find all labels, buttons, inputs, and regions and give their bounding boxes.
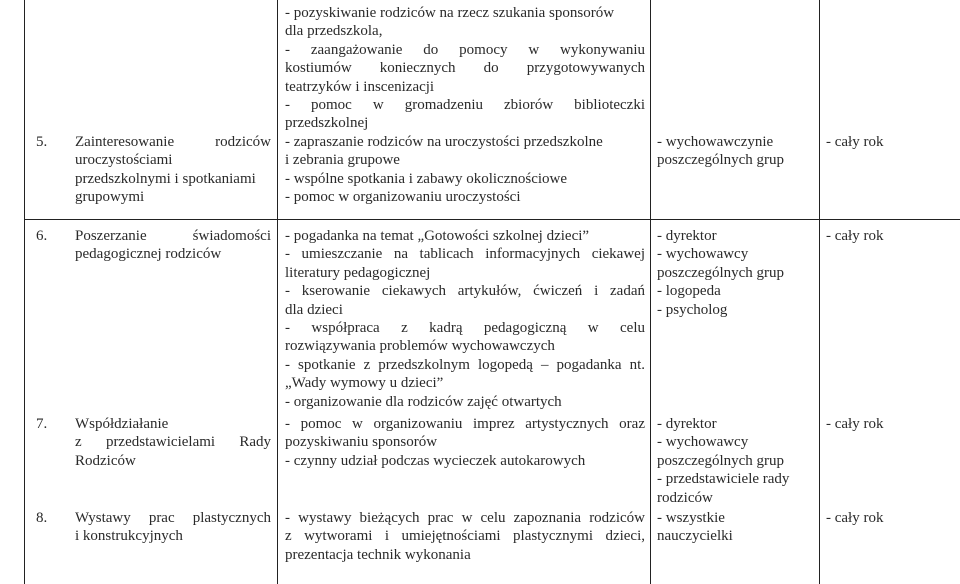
activity-line: rozwiązywania problemów wychowawczych [285, 338, 555, 355]
row-term: - cały rok [826, 228, 884, 244]
topic-line: Wystawy prac plastycznych [75, 510, 271, 526]
responsible-line: - wychowawczynie [657, 134, 774, 150]
activity-line: dla przedszkola, [285, 23, 383, 40]
row-term: - cały rok [826, 510, 884, 526]
topic-line: uroczystościami [75, 152, 173, 169]
row-number: 8. [36, 510, 48, 526]
row-responsible [657, 415, 815, 507]
topic-line: z przedstawicielami Rady [75, 434, 271, 451]
row-responsible [657, 133, 815, 170]
activity-line: - pogadanka na temat „Gotowości szkolnej dzieci” [285, 228, 590, 244]
activity-line: prezentacja technik wykonania [285, 546, 471, 563]
topic-line: przedszkolnymi i spotkaniami [75, 170, 256, 187]
topic-line: grupowymi [75, 189, 145, 206]
responsible-line: - wszystkie [657, 510, 725, 526]
responsible-line: poszczególnych grup [657, 264, 785, 281]
table-row-separator [24, 219, 960, 220]
activity-line: literatury pedagogicznej [285, 264, 431, 281]
activity-line: z wytworami i umiejętnościami plastycznymi dzieci, [285, 528, 645, 545]
responsible-line: - wychowawcy [657, 434, 749, 451]
topic-line: Rodziców [75, 452, 136, 469]
activity-line: - zaangażowanie do pomocy w wykonywaniu [285, 41, 645, 58]
row-number: 6. [36, 228, 48, 244]
row-term: - cały rok [826, 134, 884, 150]
responsible-line: poszczególnych grup [657, 152, 785, 169]
responsible-line: nauczycielki [657, 528, 733, 545]
row-responsible [657, 227, 815, 319]
row-topic [75, 133, 271, 207]
row-topic [75, 227, 271, 264]
responsible-line: - dyrektor [657, 416, 717, 432]
responsible-line: - logopeda [657, 283, 721, 300]
topic-line: Poszerzanie świadomości [75, 228, 271, 244]
activity-line: - umieszczanie na tablicach informacyjnych ciekawej [285, 246, 645, 263]
responsible-line: - przedstawiciele rady [657, 471, 790, 488]
row-number: 7. [36, 416, 48, 432]
topic-line: Zainteresowanie rodziców [75, 134, 271, 150]
responsible-line: - dyrektor [657, 228, 717, 244]
activity-line: - kserowanie ciekawych artykułów, ćwiczeń i zadań [285, 283, 645, 300]
activity-line: pozyskiwaniu sponsorów [285, 434, 438, 451]
row-topic [75, 415, 271, 470]
activity-line: - współpraca z kadrą pedagogiczną w celu [285, 320, 645, 337]
row-activities [285, 415, 645, 470]
activity-line: - spotkanie z przedszkolnym logopedą – pogadanka nt. [285, 356, 645, 373]
table-divider-responsible [819, 0, 820, 584]
row-activities [285, 227, 645, 411]
responsible-line: rodziców [657, 489, 713, 506]
activity-line: przedszkolnej [285, 115, 369, 132]
topic-line: i konstrukcyjnych [75, 528, 183, 545]
table-divider-topic [277, 0, 278, 584]
row-topic [75, 509, 271, 546]
activity-line: - wystawy bieżących prac w celu zapoznania rodziców [285, 510, 645, 526]
row-responsible [657, 509, 815, 546]
activity-line: i zebrania grupowe [285, 152, 400, 169]
activity-line: kostiumów koniecznych do przygotowywanych [285, 60, 645, 77]
activity-line: „Wady wymowy u dzieci” [285, 375, 444, 392]
row-activities [285, 4, 645, 206]
activity-line: - zapraszanie rodziców na uroczystości przedszkolne [285, 133, 603, 150]
row-activities [285, 509, 645, 564]
activity-line: - pomoc w organizowaniu imprez artystycznych oraz [285, 416, 645, 432]
topic-line: pedagogicznej rodziców [75, 246, 222, 263]
activity-line: - czynny udział podczas wycieczek autokarowych [285, 452, 586, 469]
topic-line: Współdziałanie [75, 416, 169, 432]
row-term: - cały rok [826, 416, 884, 432]
responsible-line: - wychowawcy [657, 246, 749, 263]
activity-line: dla dzieci [285, 301, 343, 318]
table-border-left [24, 0, 25, 584]
activity-line: - pomoc w gromadzeniu zbiorów biblioteczki [285, 97, 645, 114]
activity-line: - wspólne spotkania i zabawy okolicznościowe [285, 170, 568, 187]
table-divider-activity [650, 0, 651, 584]
responsible-line: poszczególnych grup [657, 452, 785, 469]
activity-line: - pozyskiwanie rodziców na rzecz szukania sponsorów [285, 5, 615, 21]
responsible-line: - psycholog [657, 301, 728, 318]
activity-line: - pomoc w organizowaniu uroczystości [285, 189, 521, 206]
activity-line: - organizowanie dla rodziców zajęć otwartych [285, 393, 562, 410]
row-number: 5. [36, 134, 48, 150]
activity-line: teatrzyków i inscenizacji [285, 78, 435, 95]
